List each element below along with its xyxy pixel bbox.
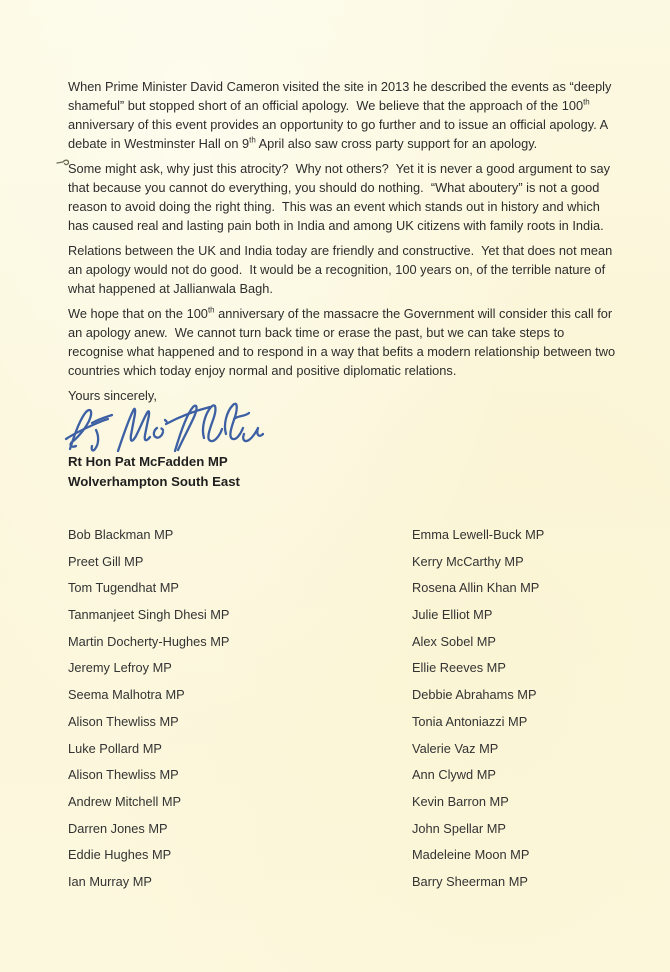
letter-paragraph: Relations between the UK and India today are friendly and constructive. Yet that does not mean an apology would not do good. It would be a recognition, 100 years on, of the terrible nature of what happened at Jallianwala Bagh. [68, 243, 616, 296]
signatory-name-item: John Spellar MP [412, 820, 506, 836]
signatories-list [68, 528, 624, 902]
signatory-block [68, 452, 240, 492]
signatory-name-item: Luke Pollard MP [68, 740, 162, 756]
signatory-name-item: Darren Jones MP [68, 820, 168, 836]
signatory-name-item: Alex Sobel MP [412, 633, 496, 649]
signatories-column-right [412, 528, 624, 902]
signatory-name-item: Preet Gill MP [68, 553, 144, 569]
signatory-constituency: Wolverhampton South East [68, 474, 240, 489]
signatory-name-item: Tanmanjeet Singh Dhesi MP [68, 607, 230, 623]
signatory-name-item: Madeleine Moon MP [412, 847, 530, 863]
signatory-name-item: Debbie Abrahams MP [412, 687, 537, 703]
signatory-name-item: Rosena Allin Khan MP [412, 580, 540, 596]
signatory-name-item: Barry Sheerman MP [412, 873, 528, 889]
signature-pat-mcfadden [62, 399, 264, 457]
signatory-name-item: Valerie Vaz MP [412, 740, 499, 756]
letter-paragraph: When Prime Minister David Cameron visited the site in 2013 he described the events as “deeply shameful” but stopped short of an official apology. We believe that the approach of the 100th anniversary of this event provides an opportunity to go further and to issue an official apology. A debate in Westminster Hall on 9th April also saw cross party support for an apology. [68, 79, 615, 151]
letter-paragraph: Some might ask, why just this atrocity? Why not others? Yet it is never a good argument to say that because you cannot do everything, you should do nothing. “What aboutery” is not a good reason to avoid doing the right thing. This was an event which stands out in history and which has caused real and lasting pain both in India and among UK citizens with family roots in India. [68, 161, 614, 233]
signatory-name-item: Bob Blackman MP [68, 527, 174, 542]
signatory-name-item: Kevin Barron MP [412, 793, 509, 809]
letter-paragraph: We hope that on the 100th anniversary of the massacre the Government will consider this call for an apology anew. We cannot turn back time or erase the past, but we can take steps to recognise what happened and to respond in a way that befits a modern relationship between two countries which today enjoy normal and positive diplomatic relations. [68, 305, 619, 378]
signatory-name-item: Martin Docherty-Hughes MP [68, 633, 230, 649]
signatory-name-item: Ian Murray MP [68, 873, 152, 889]
signatory-name-item: Alison Thewliss MP [68, 713, 179, 729]
signatory-name-item: Eddie Hughes MP [68, 847, 172, 863]
signatory-name-item: Tonia Antoniazzi MP [412, 713, 528, 729]
closing-line: Yours sincerely, [68, 388, 157, 403]
signatory-name-item: Tom Tugendhat MP [68, 580, 179, 596]
signatory-name-item: Andrew Mitchell MP [68, 793, 182, 809]
signatory-name-item: Ann Clywd MP [412, 767, 496, 783]
signatory-name-item: Jeremy Lefroy MP [68, 660, 172, 676]
signatory-name-item: Alison Thewliss MP [68, 767, 179, 783]
signatory-name-item: Julie Elliot MP [412, 607, 493, 623]
signatory-name-item: Kerry McCarthy MP [412, 553, 524, 569]
signatory-name-item: Seema Malhotra MP [68, 687, 185, 703]
signatory-name-item: Emma Lewell-Buck MP [412, 527, 545, 542]
signatory-name-item: Ellie Reeves MP [412, 660, 506, 676]
letter-body [68, 77, 620, 386]
signatories-column-left [68, 528, 412, 902]
signatory-name: Rt Hon Pat McFadden MP [68, 454, 228, 469]
